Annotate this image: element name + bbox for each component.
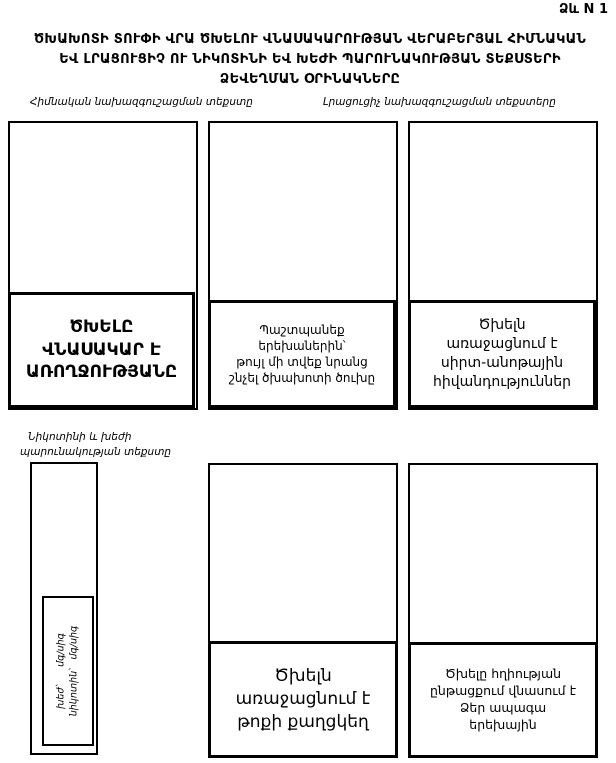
nicotine-tar-caption [20, 430, 171, 460]
additional-warning-caption: Լրացուցիչ նախազգուշացման տեքստերը [323, 96, 556, 108]
caption-line: Նիկոտինի և խեժի [28, 431, 132, 443]
warning-line: երեխային [469, 716, 537, 732]
pregnancy-warning-box [408, 642, 598, 758]
warning-line: հիվանդություններ [433, 373, 571, 390]
warning-line: Ծխելն [478, 317, 526, 334]
warning-line: Ձեր ապագա [459, 700, 547, 715]
title-line: ՁԵՎԵՂՄԱՆ ՕՐԻՆԱԿՆԵՐԸ [219, 72, 401, 87]
caption-line: պարունակության տեքստը [20, 446, 172, 458]
warning-line: թոքի քաղցկեղ [237, 711, 369, 732]
warning-line: ՎՆԱՍԱԿԱՐ Է [42, 339, 161, 360]
lung-cancer-warning-box [208, 641, 398, 758]
heart-disease-warning-box [408, 300, 596, 408]
warning-line: Ծխելը հղիության [444, 666, 562, 682]
warning-line: առաջացնում է [235, 689, 371, 710]
nicotine-tar-label [55, 626, 82, 716]
warning-line: շնչել ծխախոտի ծուխը [228, 371, 376, 386]
warning-line: առաջացնում է [446, 336, 558, 353]
warning-line: Ծխելն [274, 666, 332, 687]
main-warning-caption: Հիմնական նախազգուշացման տեքստը [30, 96, 253, 108]
title-line: ԵՎ ԼՐԱՑՈՒՑԻՉ ՈՒ ՆԻԿՈՏԻՆԻ ԵՎ ԽԵԺԻ ՊԱՐՈՒՆԱԿՈՒԹՅԱՆ ՏԵՔՍՏԵՐԻ [59, 52, 561, 67]
main-warning-box [8, 292, 195, 408]
nicotine-tar-label-box [42, 596, 94, 746]
tar-unit: մգ/սիգ [55, 633, 67, 667]
warning-line: թույլ մի տվեք նրանց [236, 355, 368, 369]
warning-line: ԱՌՈՂՋՈՒԹՅԱՆԸ [25, 362, 178, 383]
warning-line: Պաշտպանեք [259, 322, 345, 337]
nicotine-unit: մգ/սիգ [69, 625, 80, 660]
nicotine-label: նիկոտին՝ [69, 668, 80, 717]
warning-line: ԾԽԵԼԸ [69, 316, 134, 337]
form-number: Ձև N 1 [558, 2, 608, 17]
document-title [20, 30, 600, 90]
tar-label: խեժ՝ [55, 685, 67, 709]
warning-line: սիրտ-անոթային [440, 355, 564, 371]
title-line: ԾԽԱԽՈՏԻ ՏՈՒՓԻ ՎՐԱ ԾԽԵԼՈՒ ՎՆԱՍԱԿԱՐՈՒԹՅԱՆ ՎԵՐԱԲԵՐՅԱԼ ՀԻՄՆԱԿԱՆ [33, 32, 587, 47]
protect-children-warning-box [208, 300, 396, 408]
warning-line: ընթացքում վնասում է [430, 683, 576, 699]
warning-line: երեխաներին՝ [258, 338, 346, 353]
